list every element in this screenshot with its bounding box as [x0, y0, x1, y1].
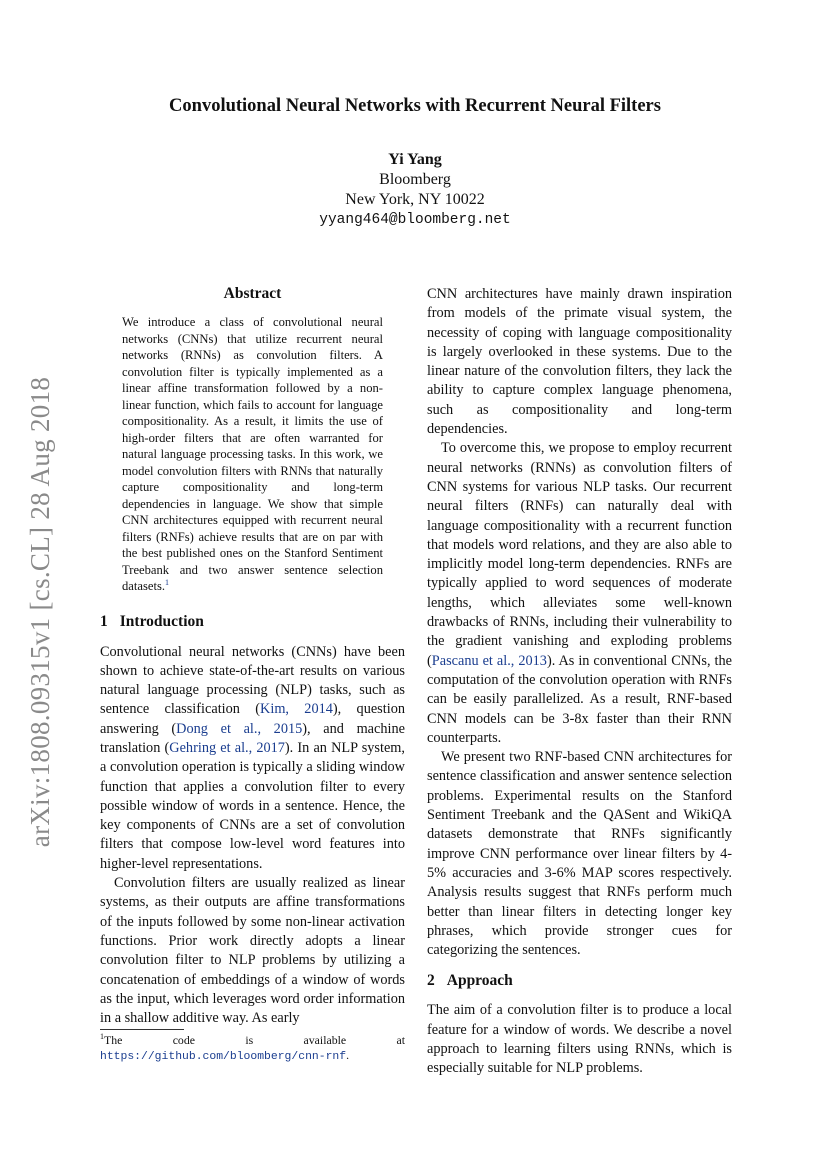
right-column	[427, 285, 732, 1079]
author-block	[200, 150, 630, 230]
text-run: To overcome this, we propose to employ recurrent neural networks (RNNs) as convolution filters of CNN systems for various NLP tasks. Our recurrent neural filters (RNFs) can naturally deal with language compositionality with a recurrent function that models word relations, and they are also able to implicitly model long-term dependencies. RNFs are typically applied to word sequences of moderate lengths, which alleviates some well-known drawbacks of RNNs, including their vulnerability to the gradient vanishing and exploding problems (	[427, 440, 732, 669]
author-address: New York, NY 10022	[345, 191, 485, 208]
author-name: Yi Yang	[388, 151, 442, 168]
arxiv-identifier: arXiv:1808.09315v1 [cs.CL] 28 Aug 2018	[25, 376, 55, 848]
author-affiliation: Bloomberg	[379, 171, 451, 188]
text-run: ), question answering (	[100, 701, 405, 737]
text-run: ). In an NLP system, a convolution operation is typically a sliding window function that applies a convolution filter to every possible window of words in a sentence. Hence, the key components of CNNs are a set of convolution filters that compose low-level word features into higher-level representations.	[100, 739, 405, 872]
citation-link-gehring-2017[interactable]: Gehring et al., 2017	[169, 739, 285, 756]
footnote-end: .	[346, 1048, 350, 1062]
citation-link-kim-2014[interactable]: Kim, 2014	[260, 701, 333, 718]
intro-paragraph-5: We present two RNF-based CNN architectures for sentence classification and answer sentence selection problems. Experimental results on the Stanford Sentiment Treebank and the QASent and WikiQA datasets demonstrate that RNFs significantly improve CNN performance over linear filters by 4-5% accuracies and 3-6% MAP scores respectively. Analysis results suggest that RNFs perform much better than linear filters in detecting longer key phrases, which provide stronger cues for categorizing the sentences.	[427, 749, 732, 959]
footnote-text: The code is available at	[104, 1033, 405, 1047]
footnote-ref-link[interactable]: 1	[165, 577, 170, 587]
left-column	[100, 285, 405, 1028]
section-heading-approach	[427, 972, 732, 990]
section-title: Approach	[446, 972, 513, 990]
author-email[interactable]: yyang464@bloomberg.net	[319, 212, 511, 228]
citation-link-pascanu-2013[interactable]: Pascanu et al., 2013	[431, 652, 547, 669]
text-run: Convolutional neural networks (CNNs) have been shown to achieve state-of-the-art results on various natural language processing (NLP) tasks, such as sentence classification (	[100, 643, 405, 718]
intro-paragraph-3: CNN architectures have mainly drawn inspiration from models of the primate visual system, the necessity of coping with language compositionality is largely overlooked in these systems. Due to the linear nature of the convolution filters, they lack the ability to capture complex language phenomena, such as compositionality and long-term dependencies.	[427, 286, 732, 438]
section-title: Introduction	[119, 612, 204, 630]
footnote-divider	[100, 1029, 184, 1030]
section-number: 1	[100, 612, 108, 630]
intro-paragraph-4	[427, 439, 732, 748]
intro-paragraph-1	[100, 643, 405, 875]
footnote-mark: 1	[100, 1032, 104, 1042]
abstract-heading: Abstract	[223, 285, 282, 302]
footnote	[100, 1033, 405, 1065]
paper-title: Convolutional Neural Networks with Recurrent Neural Filters	[169, 96, 661, 116]
text-run: ), and machine translation (	[100, 720, 405, 756]
citation-link-dong-2015[interactable]: Dong et al., 2015	[176, 720, 303, 737]
code-repository-link[interactable]: https://github.com/bloomberg/cnn-rnf	[100, 1051, 347, 1063]
section-number: 2	[427, 972, 435, 990]
abstract-body	[122, 314, 383, 595]
section-heading-introduction	[100, 613, 405, 631]
abstract-text: We introduce a class of convolutional neural networks (CNNs) that utilize recurrent neural networks (RNNs) as convolution filters. A convolution filter is typically implemented as a linear affine transformation followed by a non-linear function, which fails to account for language compositionality. As a result, it limits the use of high-order filters that are often warranted for natural language processing tasks. In this work, we model convolution filters with RNNs that naturally capture compositionality and long-term dependencies in language. We show that simple CNN architectures equipped with recurrent neural filters (RNFs) achieve results that are on par with the best published ones on the Stanford Sentiment Treebank and two answer sentence selection datasets.	[122, 315, 383, 593]
approach-paragraph-1: The aim of a convolution filter is to produce a local feature for a window of words. We describe a novel approach to learning filters using RNNs, which is especially suitable for NLP problems.	[427, 1002, 732, 1077]
intro-paragraph-2: Convolution filters are usually realized as linear systems, as their outputs are affine transformations of the inputs followed by some non-linear activation functions. Prior work directly adopts a linear convolution filter to NLP problems by utilizing a concatenation of embeddings of a window of words as the input, which leverages word order information in a shallow additive way. As early	[100, 875, 405, 1027]
text-run: ). As in conventional CNNs, the computation of the convolution operation with RNFs can be easily parallelized. As a result, RNF-based CNN models can be 3-8x faster than their RNN counterparts.	[427, 652, 733, 746]
